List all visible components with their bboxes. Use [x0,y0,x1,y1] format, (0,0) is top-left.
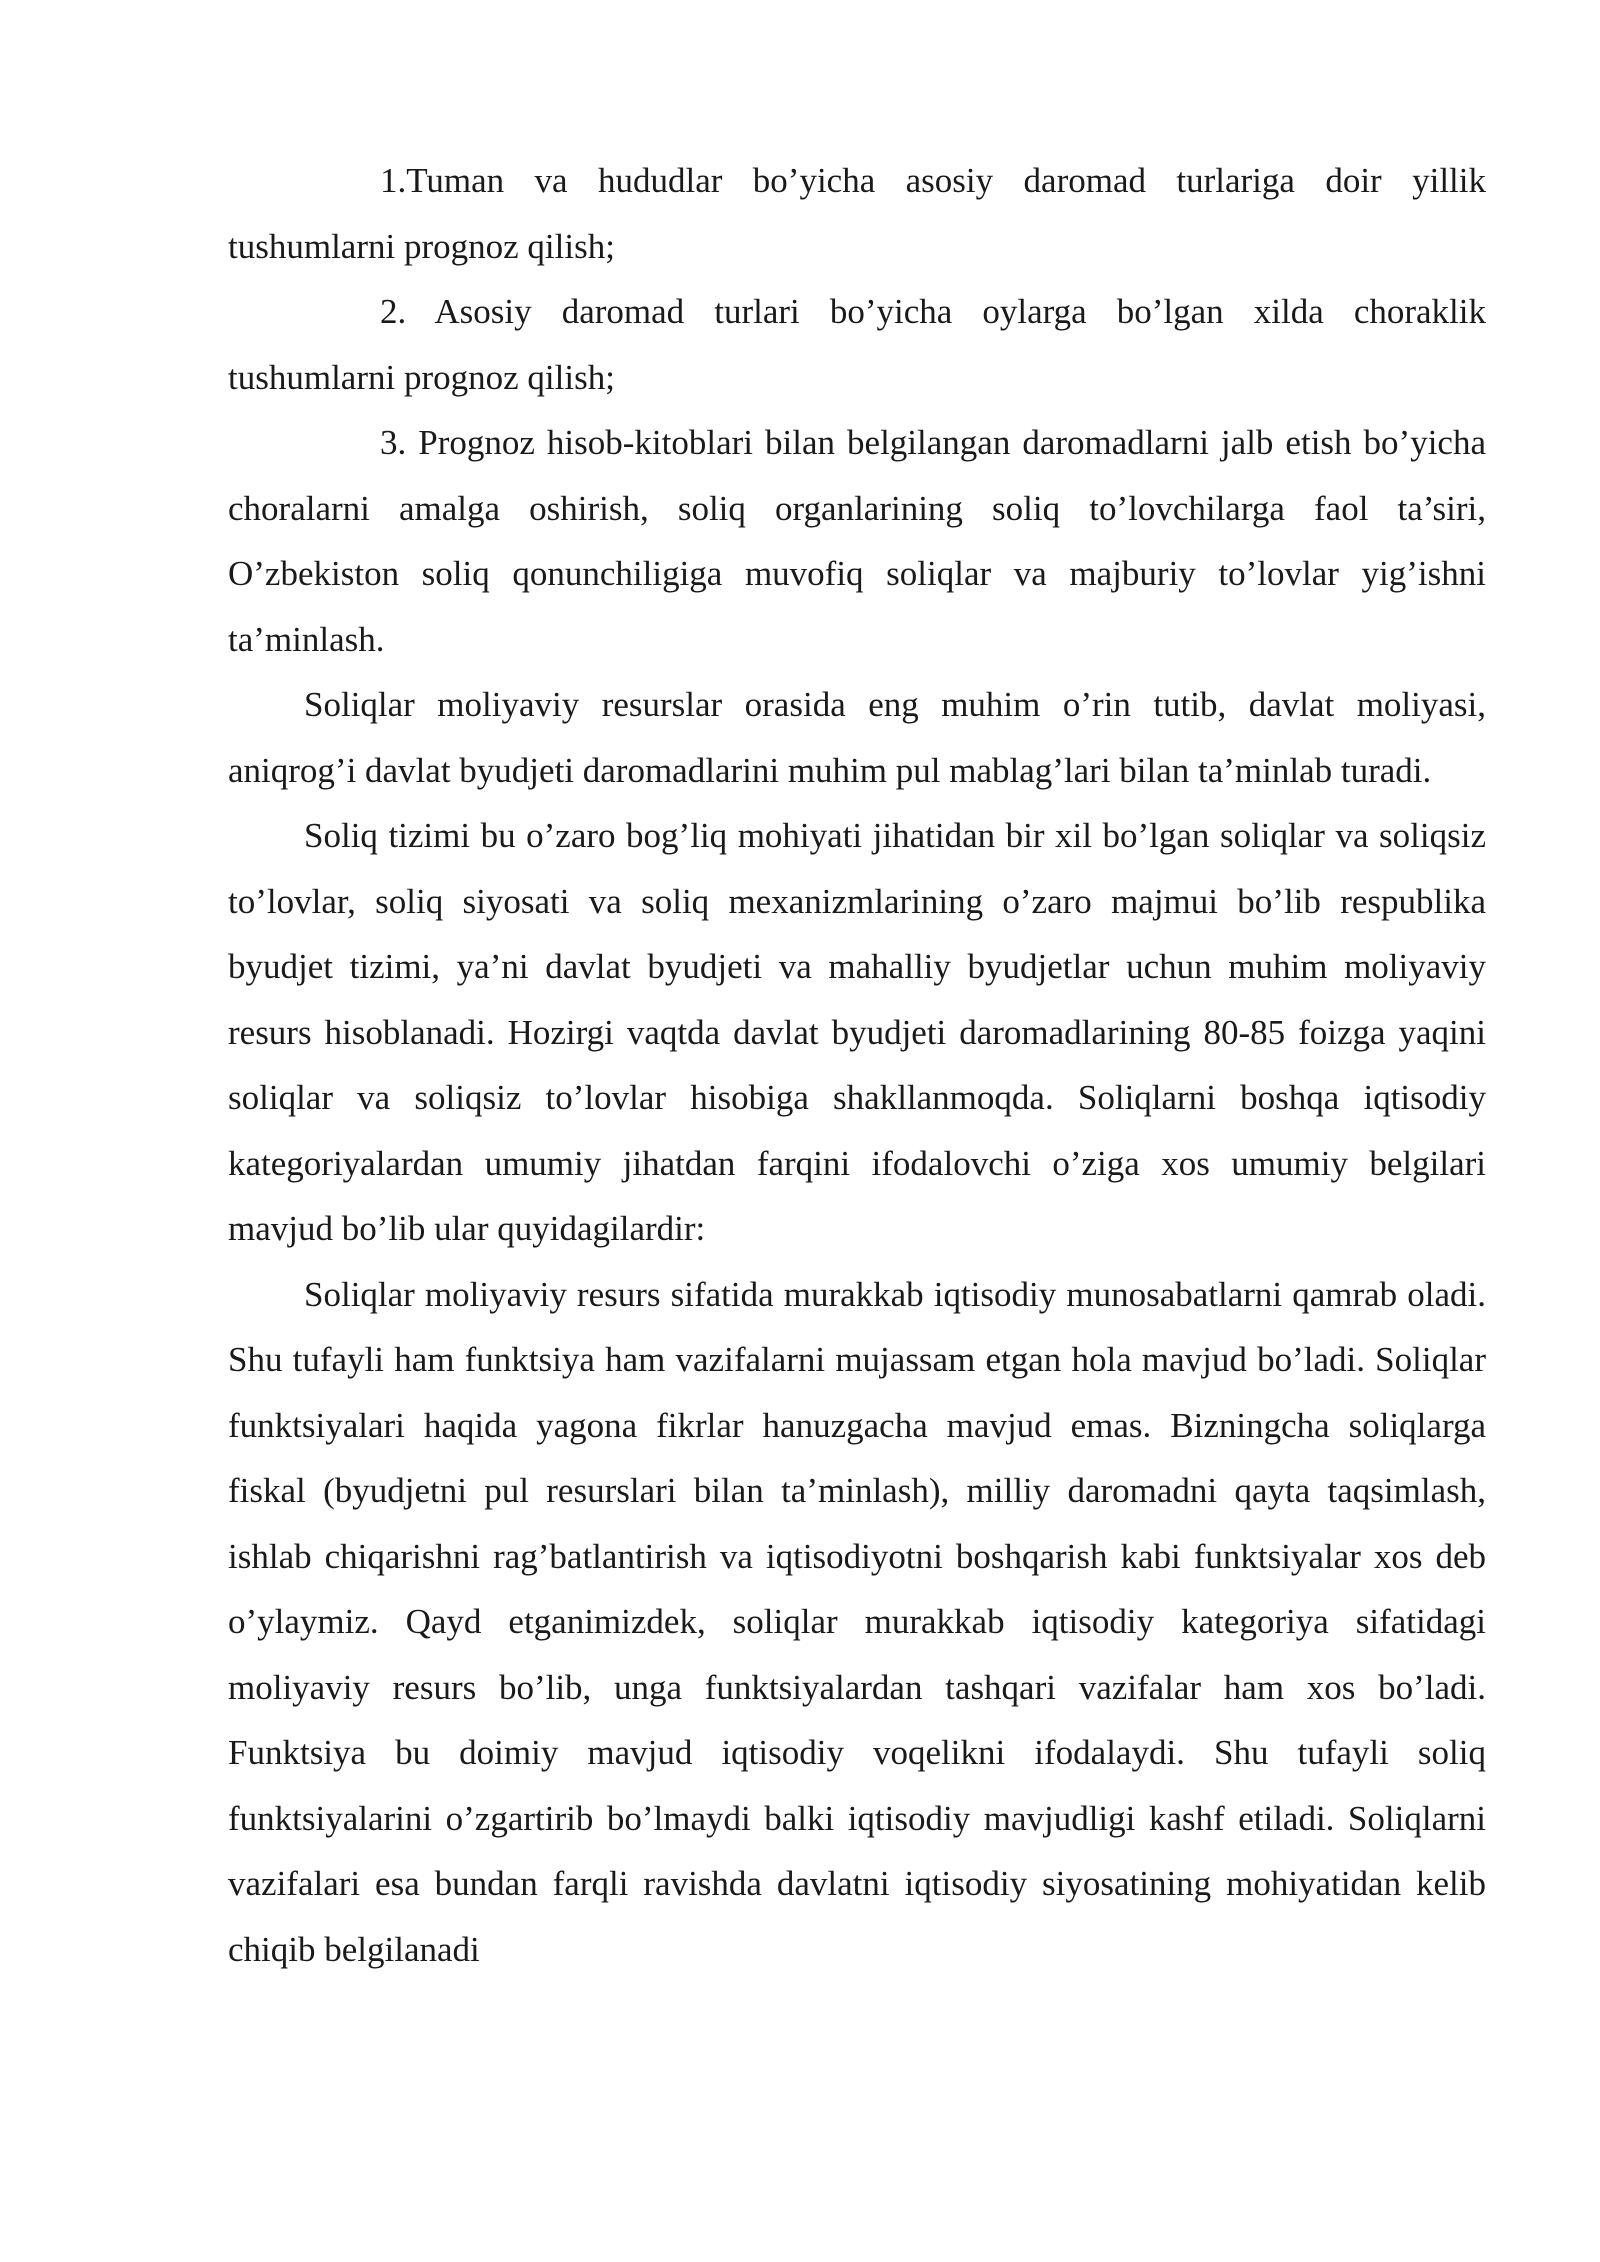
list-item-3-text: Prognoz hisob-kitoblari bilan belgilangan daromadlarni jalb etish bo’yicha choralarni amalga oshirish, soliq organlarining soliq to’lovchilarga faol ta’siri, O’zbekiston soliq qonunchiligiga muvofiq soliqlar va majburiy to’lovlar yig’ishni ta’minlash. [228,423,1486,659]
paragraph-3: Soliqlar moliyaviy resurs sifatida murakkab iqtisodiy munosabatlarni qamrab oladi. Shu tufayli ham funktsiya ham vazifalarni mujassam etgan hola mavjud bo’ladi. Soliqlar funktsiyalari haqida yagona fikrlar hanuzgacha mavjud emas. Bizningcha soliqlarga fiskal (byudjetni pul resurslari bilan ta’minlash), milliy daromadni qayta taqsimlash, ishlab chiqarishni rag’batlantirish va iqtisodiyotni boshqarish kabi funktsiyalar xos deb o’ylaymiz. Qayd etganimizdek, soliqlar murakkab iqtisodiy kategoriya sifatidagi moliyaviy resurs bo’lib, unga funktsiyalardan tashqari vazifalar ham xos bo’ladi. Funktsiya bu doimiy mavjud iqtisodiy voqelikni ifodalaydi. Shu tufayli soliq funktsiyalarini o’zgartirib bo’lmaydi balki iqtisodiy mavjudligi kashf etiladi. Soliqlarni vazifalari esa bundan farqli ravishda davlatni iqtisodiy siyosatining mohiyatidan kelib chiqib belgilanadi [228,1274,1486,1969]
list-item-2-number: 2. [380,292,407,331]
paragraph-1: Soliqlar moliyaviy resurslar orasida eng muhim o’rin tutib, davlat moliyasi, aniqrog’i davlat byudjeti daromadlarini muhim pul mablag’lari bilan ta’minlab turadi. [228,685,1486,790]
list-item-1 [228,148,1486,279]
document-body [228,148,1486,1982]
list-item-1-number: 1. [380,161,407,200]
list-item-3-number: 3. [380,423,407,462]
list-item-3 [228,410,1486,672]
list-item-2 [228,279,1486,410]
paragraph-2: Soliq tizimi bu o’zaro bog’liq mohiyati jihatidan bir xil bo’lgan soliqlar va soliqsiz to’lovlar, soliq siyosati va soliq mexanizmlarining o’zaro majmui bo’lib respublika byudjet tizimi, ya’ni davlat byudjeti va mahalliy byudjetlar uchun muhim moliyaviy resurs hisoblanadi. Hozirgi vaqtda davlat byudjeti daromadlarining 80-85 foizga yaqini soliqlar va soliqsiz to’lovlar hisobiga shakllanmoqda. Soliqlarni boshqa iqtisodiy kategoriyalardan umumiy jihatdan farqini ifodalovchi o’ziga xos umumiy belgilari mavjud bo’lib ular quyidagilardir: [228,816,1486,1248]
list-item-1-text: Tuman va hududlar bo’yicha asosiy daromad turlariga doir yillik tushumlarni prognoz qilish; [228,161,1486,266]
list-item-2-text: Asosiy daromad turlari bo’yicha oylarga bo’lgan xilda choraklik tushumlarni prognoz qilish; [228,292,1486,397]
